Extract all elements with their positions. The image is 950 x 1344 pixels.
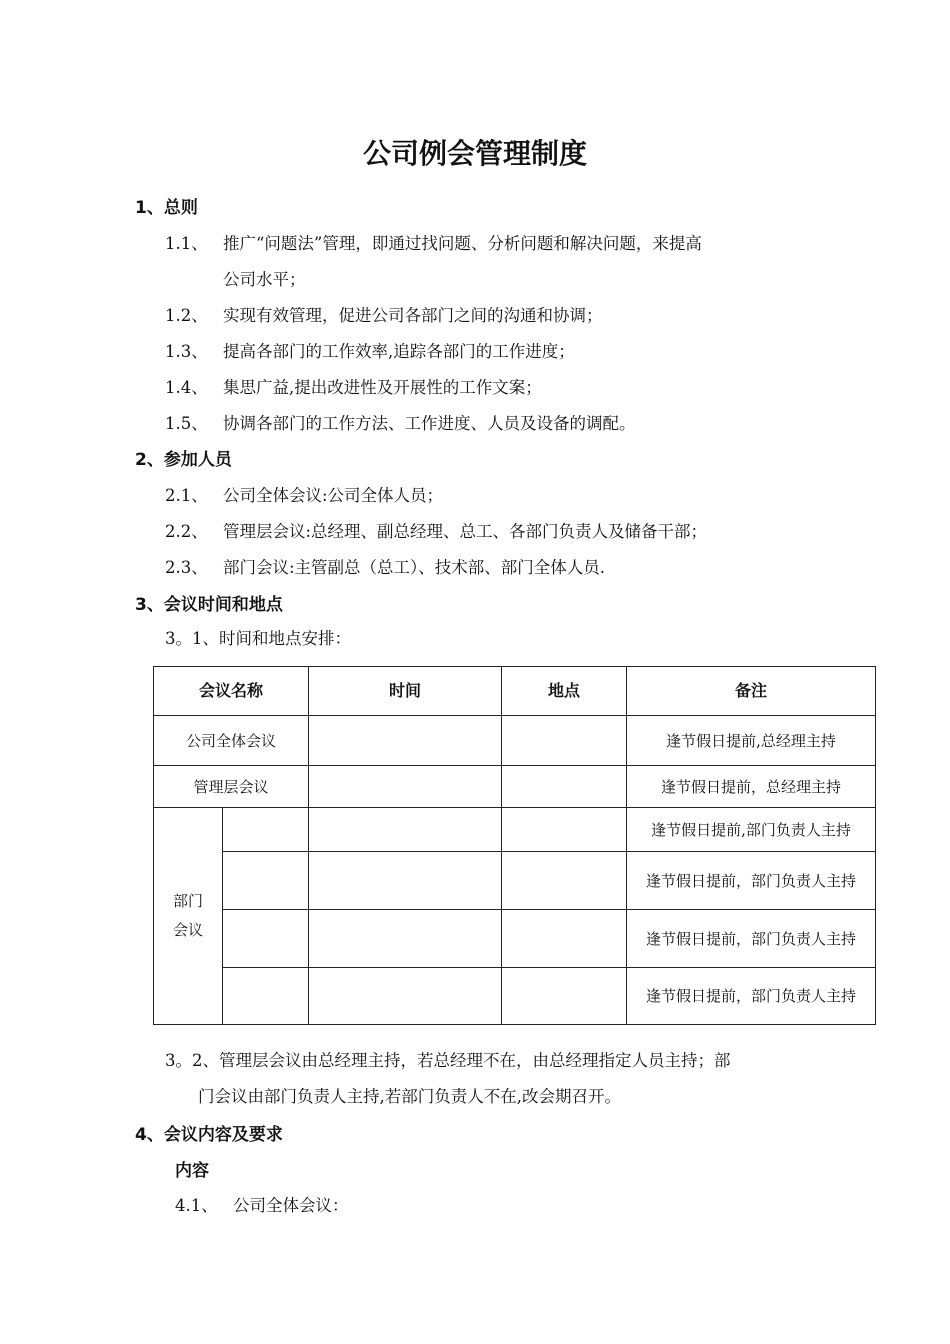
section-2-heading: 2、参加人员 [135, 450, 232, 470]
remarks-cell: 逢节假日提前，部门负责人主持 [627, 910, 876, 968]
item-text: 部门会议:主管副总（总工）、技术部、部门全体人员. [223, 558, 606, 577]
remarks-cell: 逢节假日提前,总经理主持 [627, 716, 876, 766]
table-row [154, 716, 876, 766]
header-location: 地点 [502, 667, 627, 716]
time-cell [309, 766, 502, 808]
meeting-name-cell: 公司全体会议 [154, 716, 309, 766]
location-cell [502, 716, 627, 766]
location-cell [502, 808, 627, 852]
location-cell [502, 766, 627, 808]
section-1-item-1 [165, 230, 702, 254]
header-remarks: 备注 [627, 667, 876, 716]
location-cell [502, 852, 627, 910]
table-header-row [154, 667, 876, 716]
item-number: 4.1、 [175, 1196, 218, 1215]
table-row [154, 910, 876, 968]
page-title: 公司例会管理制度 [362, 137, 587, 170]
item-text: 集思广益,提出改进性及开展性的工作文案； [223, 378, 542, 397]
section-3-2-text: 3。2、管理层会议由总经理主持，若总经理不在，由总经理指定人员主持；部 [165, 1051, 731, 1070]
item-number: 1.2、 [165, 306, 208, 325]
section-3-heading: 3、会议时间和地点 [135, 595, 283, 615]
table-row [154, 766, 876, 808]
item-number: 1.4、 [165, 378, 208, 397]
section-3-2-continuation: 门会议由部门负责人主持,若部门负责人不在,改会期召开。 [198, 1087, 621, 1106]
item-text: 公司全体会议:公司全体人员； [223, 486, 444, 505]
section-3-subheading: 3。1、时间和地点安排： [165, 629, 351, 648]
table-row [154, 968, 876, 1025]
item-text: 实现有效管理，促进公司各部门之间的沟通和协调； [223, 306, 603, 325]
section-4-subheading: 内容 [175, 1161, 209, 1181]
remarks-cell: 逢节假日提前，部门负责人主持 [627, 968, 876, 1025]
section-2-item-2 [165, 518, 707, 542]
section-1-item-3 [165, 338, 575, 362]
table-row [154, 808, 876, 852]
section-1-heading: 1、总则 [135, 198, 198, 218]
section-1-item-2 [165, 302, 603, 326]
schedule-table [153, 666, 876, 1025]
location-cell [502, 968, 627, 1025]
header-time: 时间 [309, 667, 502, 716]
sub-meeting-cell [223, 852, 309, 910]
item-text: 管理层会议:总经理、副总经理、总工、各部门负责人及储备干部； [223, 522, 708, 541]
time-cell [309, 910, 502, 968]
item-text: 协调各部门的工作方法、工作进度、人员及设备的调配。 [223, 414, 636, 433]
time-cell [309, 808, 502, 852]
location-cell [502, 910, 627, 968]
item-number: 2.1、 [165, 486, 208, 505]
section-2-item-3 [165, 554, 605, 578]
time-cell [309, 716, 502, 766]
item-text: 公司全体会议： [233, 1196, 349, 1215]
meeting-name-cell: 管理层会议 [154, 766, 309, 808]
header-meeting-name: 会议名称 [154, 667, 309, 716]
item-number: 2.3、 [165, 558, 208, 577]
item-number: 1.3、 [165, 342, 208, 361]
remarks-cell: 逢节假日提前，总经理主持 [627, 766, 876, 808]
dept-meeting-label-cell: 部门会议 [154, 808, 223, 1025]
remarks-cell: 逢节假日提前，部门负责人主持 [627, 852, 876, 910]
section-4-heading: 4、会议内容及要求 [135, 1125, 283, 1145]
remarks-cell: 逢节假日提前,部门负责人主持 [627, 808, 876, 852]
section-1-item-1-continuation: 公司水平； [223, 270, 306, 289]
sub-meeting-cell [223, 808, 309, 852]
section-4-item-1 [175, 1192, 349, 1216]
section-1-item-4 [165, 374, 542, 398]
item-number: 2.2、 [165, 522, 208, 541]
table-row [154, 852, 876, 910]
item-text: 提高各部门的工作效率,追踪各部门的工作进度； [223, 342, 575, 361]
time-cell [309, 968, 502, 1025]
item-number: 1.1、 [165, 234, 208, 253]
section-2-item-1 [165, 482, 443, 506]
item-number: 1.5、 [165, 414, 208, 433]
time-cell [309, 852, 502, 910]
sub-meeting-cell [223, 968, 309, 1025]
section-1-item-5 [165, 410, 636, 434]
sub-meeting-cell [223, 910, 309, 968]
item-text: 推广“问题法”管理，即通过找问题、分析问题和解决问题，来提高 [223, 234, 702, 253]
